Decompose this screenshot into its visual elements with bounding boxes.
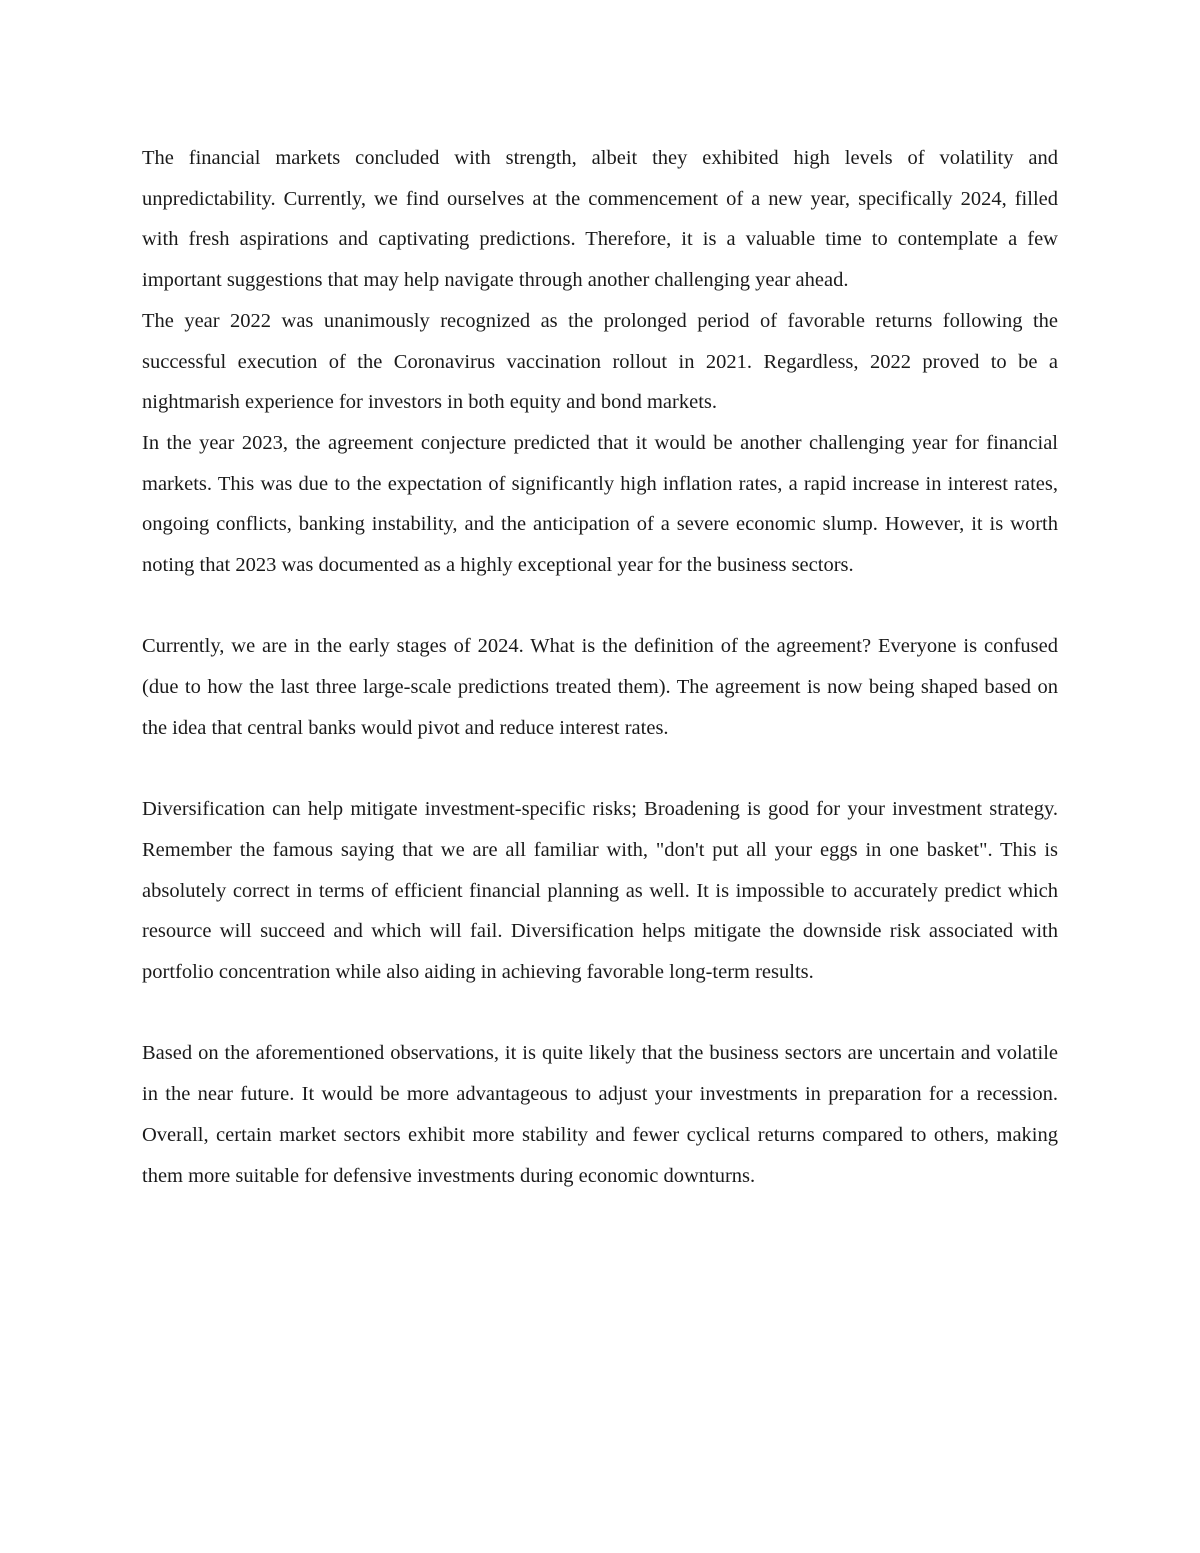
paragraph-2022: The year 2022 was unanimously recognized as the prolonged period of favorable returns following the successful execution of the Coronavirus vaccination rollout in 2021. Regardless, 2022 proved to be a nightmarish experience for investors in both equity and bond markets.	[142, 309, 1058, 414]
paragraph-2024: Currently, we are in the early stages of 2024. What is the definition of the agreement? Everyone is confused (due to how the last three large-scale predictions treated them). The agreement is now being shaped based on the idea that central banks would pivot and reduce interest rates.	[142, 635, 1058, 739]
paragraph-intro: The financial markets concluded with strength, albeit they exhibited high levels of volatility and unpredictability. Currently, we find ourselves at the commencement of a new year, specifically 2024, filled with fresh aspirations and captivating predictions. Therefore, it is a valuable time to contemplate a few important suggestions that may help navigate through another challenging year ahead.	[142, 147, 1058, 292]
paragraph-2023: In the year 2023, the agreement conjecture predicted that it would be another challenging year for financial markets. This was due to the expectation of significantly high inflation rates, a rapid increase in interest rates, ongoing conflicts, banking instability, and the anticipation of a severe economic slump. However, it is worth noting that 2023 was documented as a highly exceptional year for the business sectors.	[142, 431, 1058, 577]
paragraph-conclusion: Based on the aforementioned observations, it is quite likely that the business sectors are uncertain and volatile in the near future. It would be more advantageous to adjust your investments in preparation for a recession. Overall, certain market sectors exhibit more stability and fewer cyclical returns compared to others, making them more suitable for defensive investments during economic downturns.	[142, 1042, 1058, 1187]
document-body	[142, 138, 1058, 1196]
paragraph-diversification: Diversification can help mitigate investment-specific risks; Broadening is good for your investment strategy. Remember the famous saying that we are all familiar with, "don't put all your eggs in one basket". This is absolutely correct in terms of efficient financial planning as well. It is impossible to accurately predict which resource will succeed and which will fail. Diversification helps mitigate the downside risk associated with portfolio concentration while also aiding in achieving favorable long-term results.	[142, 798, 1058, 984]
